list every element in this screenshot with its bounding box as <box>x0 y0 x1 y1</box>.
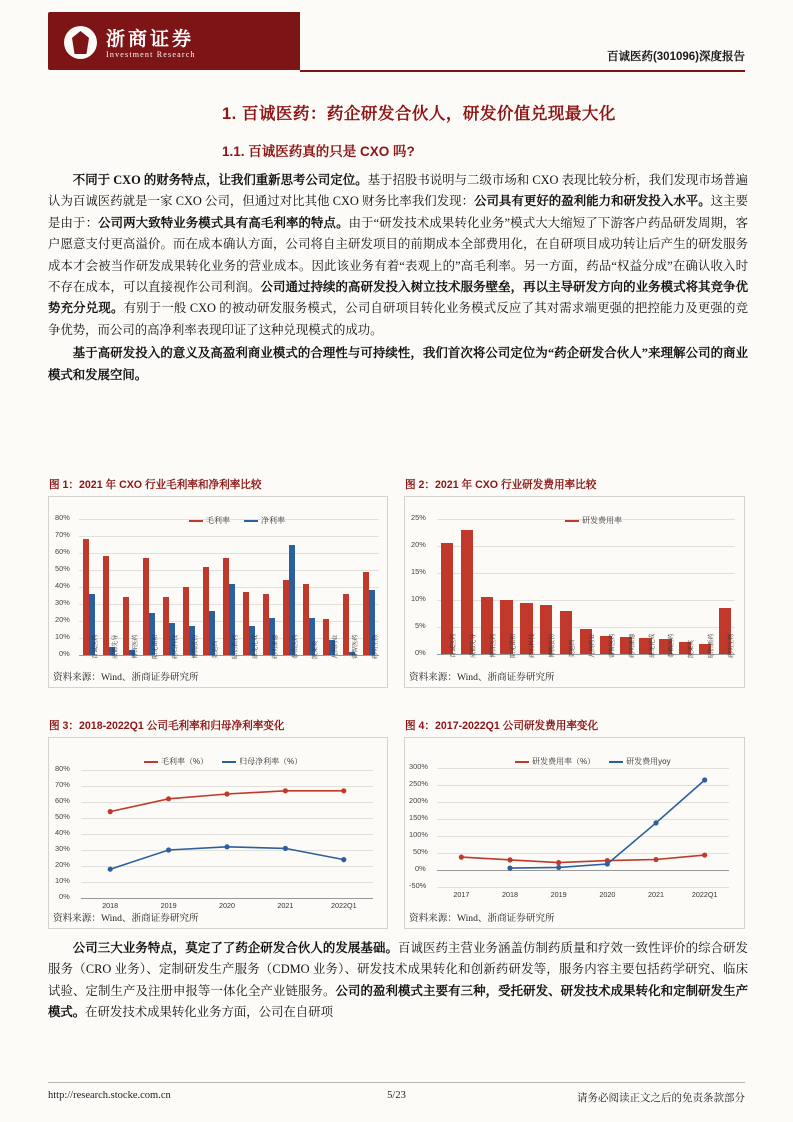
p3-d: 在研发技术成果转化业务方面，公司在自研项 <box>85 1005 333 1020</box>
f2-ytick-25: 25% <box>411 513 426 522</box>
f2-ytick-5: 5% <box>415 621 426 630</box>
f2-ytick-10: 10% <box>411 594 426 603</box>
figure-4 <box>404 720 745 929</box>
xtick-5: 博腾股份 <box>192 634 199 659</box>
point-1-0 <box>108 867 113 872</box>
f4-ytick-300: 300% <box>409 762 428 771</box>
p1-g: 公司通过持续的高研发投入树立技术服务壁垒，再以主导研发方向的业务模式将其竞争优势充分兑现。 <box>48 280 749 316</box>
f1-ytick-60: 60% <box>55 547 70 556</box>
xtick-0: 百诚医药 <box>449 633 457 658</box>
xtick-0: 百诚医药 <box>92 634 99 659</box>
xtick-4: 2021 <box>648 890 664 899</box>
f3-ytick-0: 0% <box>59 892 70 901</box>
point-0-5 <box>702 852 707 857</box>
f1-ytick-10: 10% <box>55 632 70 641</box>
f3-ytick-20: 20% <box>55 860 70 869</box>
xtick-6: 美迪西 <box>212 640 219 659</box>
point-0-1 <box>166 796 171 801</box>
line-series-1 <box>110 847 344 869</box>
f1-ytick-50: 50% <box>55 564 70 573</box>
xtick-4: 2022Q1 <box>331 901 357 910</box>
logo-shield-icon <box>72 31 89 54</box>
f2-legend-label-0: 研发费用率 <box>582 516 622 525</box>
xtick-3: 2020 <box>599 890 616 899</box>
f4-ytick-200: 200% <box>409 796 428 805</box>
xtick-2: 博济医药 <box>132 634 139 659</box>
xtick-0: 2017 <box>453 890 470 899</box>
point-1-5 <box>702 777 707 782</box>
f3-legend-label-0: 毛利率（%） <box>161 757 209 766</box>
point-0-2 <box>556 860 561 865</box>
figure-1-chart <box>49 497 387 687</box>
p3-a: 公司三大业务特点，莫定了了药企研发合伙人的发展基础。 <box>72 941 398 955</box>
footer-disclaimer: 请务必阅读正文之后的免责条款部分 <box>577 1093 745 1104</box>
point-1-2 <box>224 844 229 849</box>
p1-b: 基于招股书说明与二级市场和 CXO 表现比较分析，我们发现市场普遍认为百诚医药就是一家 CXO 公司，但通过对比其他 CXO 财务比率我们发现： <box>48 173 749 209</box>
logo-subtitle: Investment Research <box>106 50 196 59</box>
xtick-1: 2019 <box>160 901 177 910</box>
line-series-0 <box>461 855 704 863</box>
figure-2-source: 资料来源：Wind、浙商证券研究所 <box>409 672 555 683</box>
xtick-8: 睿智医药 <box>608 633 616 658</box>
f4-ytick-100: 100% <box>409 830 428 839</box>
xtick-4: 药石科技 <box>529 633 537 658</box>
xtick-1: 成都先导 <box>112 634 119 659</box>
figure-3-title: 图 3：2018-2022Q1 公司毛利率和归母净利率变化 <box>49 720 285 732</box>
xtick-10: 康龙化成 <box>648 633 656 658</box>
figure-4-title: 图 4：2017-2022Q1 公司研发费用率变化 <box>405 720 599 732</box>
point-0-4 <box>653 857 658 862</box>
xtick-11: 凯莱英 <box>312 640 319 659</box>
point-0-1 <box>507 857 512 862</box>
xtick-11: 泰格医药 <box>668 633 676 658</box>
point-0-2 <box>224 791 229 796</box>
f4-legend-label-0: 研发费用率（%） <box>532 757 596 766</box>
point-1-3 <box>283 846 288 851</box>
paragraph-1 <box>48 170 748 341</box>
figure-3 <box>48 720 388 929</box>
figure-3-chart <box>49 738 387 928</box>
p3-c: 公司的盈利模式主要有三种，受托研发、研发技术成果转化和定制研发生产模式。 <box>48 983 749 1020</box>
f2-bar-group <box>437 519 735 654</box>
f3-legend-label-1: 归母净利率（%） <box>239 757 303 766</box>
xtick-12: 九洲药业 <box>332 634 339 659</box>
point-0-0 <box>459 855 464 860</box>
f4-legend-item-1 <box>609 756 670 767</box>
point-1-3 <box>605 861 610 866</box>
logo-text: 浙商证券 <box>106 29 195 50</box>
footer-rule <box>48 1082 745 1083</box>
footer-page-number: 5/23 <box>387 1090 406 1101</box>
p1-a: 不同于 CXO 的财务特点，让我们重新思考公司定位。 <box>72 173 368 187</box>
point-1-1 <box>166 847 171 852</box>
f1-ytick-20: 20% <box>55 615 70 624</box>
xtick-2: 博济医药 <box>489 633 497 658</box>
f3-axis <box>81 898 373 899</box>
f1-ytick-70: 70% <box>55 530 70 539</box>
f4-ytick-0: 0% <box>415 864 426 873</box>
figure-2 <box>404 479 745 688</box>
f4-xaxis-labels <box>437 890 729 906</box>
f4-line-svg <box>437 768 729 888</box>
xtick-10: 泰格医药 <box>292 634 299 659</box>
footer-url: http://research.stocke.com.cn <box>48 1090 171 1101</box>
xtick-4: 药石科技 <box>172 634 179 659</box>
figure-1 <box>48 479 388 688</box>
f1-ytick-0: 0% <box>59 649 70 658</box>
page-header <box>0 0 793 84</box>
f1-legend-label-0: 毛利率 <box>206 516 230 525</box>
xtick-7: 九洲药业 <box>588 633 596 658</box>
bar-1-0 <box>103 556 109 655</box>
point-1-4 <box>341 857 346 862</box>
figure-2-title: 图 2：2021 年 CXO 行业研发费用率比较 <box>405 479 597 491</box>
point-1-4 <box>653 820 658 825</box>
xtick-13: 昭衍新药 <box>708 633 716 658</box>
point-0-0 <box>108 809 113 814</box>
xtick-12: 凯莱英 <box>688 639 696 658</box>
f2-ytick-20: 20% <box>411 540 426 549</box>
f3-line-svg <box>81 770 373 898</box>
figure-4-legend <box>515 756 671 767</box>
point-0-4 <box>341 788 346 793</box>
xtick-14: 药明生物 <box>372 634 379 659</box>
xtick-2: 2019 <box>550 890 567 899</box>
xtick-9: 药明康德 <box>272 634 279 659</box>
f4-ytick-250: 250% <box>409 779 428 788</box>
f1-ytick-30: 30% <box>55 598 70 607</box>
f3-ytick-70: 70% <box>55 780 70 789</box>
p1-d: 这主要是由于： <box>48 194 748 230</box>
bar-2-0 <box>123 597 129 655</box>
p2: 基于高研发投入的意义及高盈利商业模式的合理性与可持续性，我们首次将公司定位为“药企研发合伙人”来理解公司的商业模式和发展空间。 <box>48 346 748 382</box>
body-text-top <box>48 170 748 388</box>
f4-ytick-150: 150% <box>409 813 428 822</box>
f1-ytick-80: 80% <box>55 513 70 522</box>
header-rule <box>300 70 745 72</box>
f2-ytick-15: 15% <box>411 567 426 576</box>
line-series-1 <box>510 780 705 868</box>
p1-e: 公司两大致特业务模式具有高毛利率的特点。 <box>98 215 349 230</box>
body-text-bottom <box>48 938 748 1026</box>
f3-ytick-60: 60% <box>55 796 70 805</box>
p3-b: 百诚医药主营业务涵盖仿制药质量和疗效一致性评价的综合研发服务（CRO 业务）、定制研发生产服务（CDMO 业务）、研发技术成果转化和创新药研发等，服务内容主要包括药学研究、临床试验、定制生产及注册申报等一体化全产业链服务。 <box>48 941 749 998</box>
figure-3-source: 资料来源：Wind、浙商证券研究所 <box>53 913 199 924</box>
f3-ytick-30: 30% <box>55 844 70 853</box>
f4-ytick-neg50: -50% <box>409 881 427 890</box>
f3-legend-item-0 <box>144 756 208 767</box>
figure-2-chart <box>405 497 744 687</box>
bar-13-0 <box>343 594 349 655</box>
f1-ytick-40: 40% <box>55 581 70 590</box>
figure-4-source: 资料来源：Wind、浙商证券研究所 <box>409 913 555 924</box>
f4-ytick-50: 50% <box>413 847 428 856</box>
figure-3-legend <box>144 756 302 767</box>
xtick-7: 昭衍新药 <box>232 634 239 659</box>
xtick-8: 康龙化成 <box>252 634 259 659</box>
point-1-1 <box>507 866 512 871</box>
section-heading-1-1: 1.1. 百诚医药真的只是 CXO 吗? <box>222 144 415 159</box>
figure-4-chart <box>405 738 744 928</box>
xtick-5: 2022Q1 <box>691 890 718 899</box>
point-1-2 <box>556 865 561 870</box>
f1-legend-label-1: 净利率 <box>261 516 285 525</box>
paragraph-2 <box>48 343 748 386</box>
xtick-2: 2020 <box>219 901 235 910</box>
f3-ytick-80: 80% <box>55 764 70 773</box>
f3-ytick-40: 40% <box>55 828 70 837</box>
company-logo-icon <box>64 26 97 59</box>
p1-c: 公司具有更好的盈利能力和研发投入水平。 <box>474 194 711 209</box>
xtick-0: 2018 <box>102 901 119 910</box>
xtick-3: 2021 <box>277 901 294 910</box>
header-report-title: 百诚医药(301096)深度报告 <box>606 51 745 63</box>
section-heading-1: 1. 百诚医药：药企研发合伙人，研发价值兑现最大化 <box>222 105 616 123</box>
f3-ytick-50: 50% <box>55 812 70 821</box>
p1-f: 由于“研发技术成果转化业务”模式大大缩短了下游客户药品研发周期，客户愿意支付更高溢价。而在成本确认方面，公司将自主研发项目的前期成本全部费用化，在自研项目成功转让后产生的研发服务成本才会被当作研发成果转化业务的营业成本。因此该业务有着“表观上的”高毛利率。另一方面，药品“权益分成”在确认收入时不存在成本，可以直接视作公司利润。 <box>48 215 749 295</box>
xtick-3: 阳光诺和 <box>152 634 159 659</box>
f2-ytick-0: 0% <box>415 648 426 657</box>
f4-legend-label-1: 研发费用yoy <box>626 757 671 766</box>
p1-h: 有别于一般 CXO 的被动研发服务模式，公司自研项目转化业务模式反应了其对需求端更强的把控能力及更强的竞争优势，而公司的高净利率表现印证了这种兑现模式的成功。 <box>48 301 748 337</box>
f3-ytick-10: 10% <box>55 876 70 885</box>
xtick-9: 药明康德 <box>628 633 636 658</box>
xtick-1: 2018 <box>502 890 518 899</box>
figure-1-title: 图 1：2021 年 CXO 行业毛利率和净利率比较 <box>49 479 262 491</box>
paragraph-3 <box>48 938 748 1024</box>
xtick-14: 药明生物 <box>728 633 736 658</box>
f4-legend-item-0 <box>515 756 595 767</box>
f3-legend-item-1 <box>222 756 302 767</box>
xtick-5: 博腾股份 <box>549 633 557 658</box>
point-0-3 <box>283 788 288 793</box>
xtick-13: 睿智医药 <box>352 634 359 659</box>
figure-1-source: 资料来源：Wind、浙商证券研究所 <box>53 672 199 683</box>
xtick-3: 阳光诺和 <box>509 633 517 658</box>
xtick-6: 美迪西 <box>569 639 577 658</box>
xtick-1: 成都先导 <box>469 633 477 658</box>
